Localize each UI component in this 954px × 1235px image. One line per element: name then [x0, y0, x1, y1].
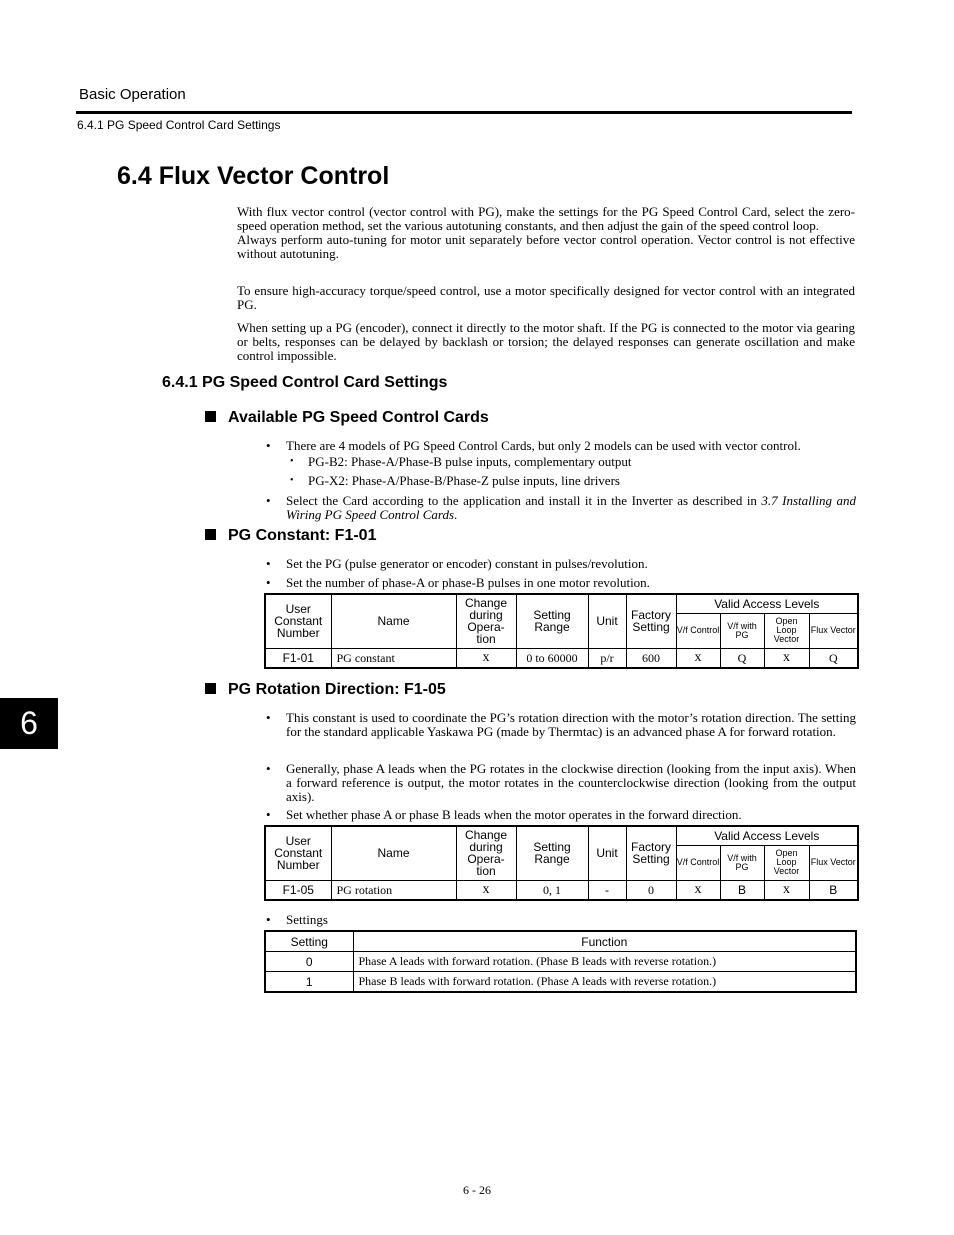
col-header-user-constant: User Constant Number	[265, 826, 331, 880]
bullet-dot-icon: •	[266, 710, 271, 725]
bullet-rotation-2	[266, 762, 856, 804]
col-header-name: Name	[331, 594, 456, 648]
bullet-dot-icon: •	[266, 912, 271, 927]
running-subheader: 6.4.1 PG Speed Control Card Settings	[77, 118, 281, 132]
bullet-pg-constant-1	[266, 557, 856, 571]
cell-olv: x	[764, 880, 809, 900]
cell-change: x	[456, 880, 516, 900]
col-header-vfpg: V/f with PG	[720, 613, 764, 648]
bullet-rotation-1	[266, 711, 856, 739]
cell-unit: p/r	[588, 648, 626, 668]
cell-factory: 600	[626, 648, 676, 668]
col-header-valid-access: Valid Access Levels	[676, 826, 858, 845]
bullet-text-post: .	[454, 507, 458, 522]
cell-vf: x	[676, 648, 720, 668]
page-title: 6.4 Flux Vector Control	[117, 162, 390, 190]
bullet-dot-icon: •	[266, 493, 271, 508]
col-header-vf: V/f Control	[676, 613, 720, 648]
col-header-vfpg: V/f with PG	[720, 845, 764, 880]
cell-factory: 0	[626, 880, 676, 900]
col-header-setting-range: Setting Range	[516, 594, 588, 648]
col-header-user-constant: User Constant Number	[265, 594, 331, 648]
col-header-change: Change during Opera- tion	[456, 594, 516, 648]
col-header-change: Change during Opera- tion	[456, 826, 516, 880]
bullet-pg-constant-2	[266, 576, 856, 590]
subheading-rotation-text: PG Rotation Direction: F1-05	[228, 681, 446, 698]
bullet-available-2	[266, 494, 856, 522]
table-row	[265, 972, 856, 993]
bullet-text: Set whether phase A or phase B leads when the motor operates in the forward direction.	[286, 807, 742, 822]
square-bullet-icon	[205, 683, 216, 694]
cell-olv: x	[764, 648, 809, 668]
page-number: 6 - 26	[463, 1183, 491, 1197]
table-row	[265, 952, 856, 972]
col-header-factory: Factory Setting	[626, 826, 676, 880]
bullet-text-pre: Select the Card according to the application and install it in the Inverter as described in	[286, 493, 762, 508]
intro-text-1b: Always perform auto-tuning for motor unit separately before vector control operation. Vector control is not effective without autotuning.	[237, 232, 855, 261]
bullet-dot-icon: •	[290, 475, 294, 486]
pg-rotation-table	[264, 825, 859, 901]
running-header: Basic Operation	[79, 86, 186, 103]
bullet-text: Set the number of phase-A or phase-B pulses in one motor revolution.	[286, 575, 650, 590]
subbullet-pgx2	[290, 474, 850, 488]
bullet-dot-icon: •	[290, 456, 294, 467]
cell-vfpg: B	[720, 880, 764, 900]
col-header-flux: Flux Vector	[809, 845, 858, 880]
subbullet-pgb2	[290, 455, 850, 469]
cell-unit: -	[588, 880, 626, 900]
bullet-dot-icon: •	[266, 575, 271, 590]
cell-flux: Q	[809, 648, 858, 668]
cell-number: F1-01	[265, 648, 331, 668]
chapter-tab: 6	[0, 698, 58, 749]
bullet-text: There are 4 models of PG Speed Control Cards, but only 2 models can be used with vector control.	[286, 438, 801, 453]
settings-table	[264, 930, 857, 993]
intro-paragraph-2: To ensure high-accuracy torque/speed control, use a motor specifically designed for vector control with an integrated PG.	[237, 283, 855, 312]
cell-function: Phase B leads with forward rotation. (Phase A leads with reverse rotation.)	[353, 972, 856, 993]
col-header-unit: Unit	[588, 594, 626, 648]
col-header-flux: Flux Vector	[809, 613, 858, 648]
cell-flux: B	[809, 880, 858, 900]
col-header-valid-access: Valid Access Levels	[676, 594, 858, 613]
bullet-dot-icon: •	[266, 438, 271, 453]
square-bullet-icon	[205, 529, 216, 540]
col-header-olv: Open Loop Vector	[764, 613, 809, 648]
subbullet-text: PG-B2: Phase-A/Phase-B pulse inputs, complementary output	[308, 454, 632, 469]
square-bullet-icon	[205, 411, 216, 422]
bullet-text: Settings	[286, 912, 328, 927]
subheading-available-text: Available PG Speed Control Cards	[228, 409, 489, 426]
section-title: 6.4.1 PG Speed Control Card Settings	[162, 374, 448, 391]
cell-name: PG constant	[331, 648, 456, 668]
settings-header-row	[265, 931, 856, 952]
cell-change: x	[456, 648, 516, 668]
intro-text-1a: With flux vector control (vector control with PG), make the settings for the PG Speed Control Card, select the zero-speed operation method, set the various autotuning constants, and then adjust the gain of the speed control loop.	[237, 204, 855, 233]
bullet-rotation-3	[266, 808, 856, 822]
bullet-available-1	[266, 439, 856, 453]
cell-function: Phase A leads with forward rotation. (Phase B leads with reverse rotation.)	[353, 952, 856, 972]
bullet-dot-icon: •	[266, 761, 271, 776]
cell-setting: 1	[265, 972, 353, 993]
table-row	[265, 648, 858, 668]
subbullet-text: PG-X2: Phase-A/Phase-B/Phase-Z pulse inputs, line drivers	[308, 473, 620, 488]
cell-range: 0 to 60000	[516, 648, 588, 668]
col-header-olv: Open Loop Vector	[764, 845, 809, 880]
cell-vf: x	[676, 880, 720, 900]
cell-name: PG rotation	[331, 880, 456, 900]
intro-paragraph-1	[237, 205, 855, 261]
cell-range: 0, 1	[516, 880, 588, 900]
col-header-name: Name	[331, 826, 456, 880]
pg-constant-table	[264, 593, 859, 669]
cross-reference: 3.7 Installing and Wiring PG Speed Control Cards	[286, 493, 856, 522]
header-rule	[76, 111, 852, 114]
col-header-function: Function	[353, 931, 856, 952]
intro-paragraph-3: When setting up a PG (encoder), connect it directly to the motor shaft. If the PG is connected to the motor via gearing or belts, responses can be delayed by backlash or torsion; the delayed responses can generate oscillation and make control impossible.	[237, 320, 855, 363]
table-row	[265, 880, 858, 900]
subheading-rotation	[205, 681, 446, 699]
col-header-setting-range: Setting Range	[516, 826, 588, 880]
cell-setting: 0	[265, 952, 353, 972]
cell-vfpg: Q	[720, 648, 764, 668]
bullet-dot-icon: •	[266, 556, 271, 571]
bullet-text: This constant is used to coordinate the PG’s rotation direction with the motor’s rotation direction. The setting for the standard applicable Yaskawa PG (made by Thermtac) is an advanced phase A for forward rotation.	[286, 710, 856, 739]
col-header-setting: Setting	[265, 931, 353, 952]
bullet-text	[286, 494, 856, 522]
subheading-pg-constant	[205, 527, 376, 545]
subheading-pg-constant-text: PG Constant: F1-01	[228, 527, 377, 544]
subheading-available-cards	[205, 409, 489, 427]
bullet-text: Set the PG (pulse generator or encoder) constant in pulses/revolution.	[286, 556, 648, 571]
col-header-factory: Factory Setting	[626, 594, 676, 648]
cell-number: F1-05	[265, 880, 331, 900]
bullet-settings	[266, 913, 856, 927]
bullet-dot-icon: •	[266, 807, 271, 822]
col-header-unit: Unit	[588, 826, 626, 880]
bullet-text: Generally, phase A leads when the PG rotates in the clockwise direction (looking from the input axis). When a forward reference is output, the motor rotates in the counterclockwise direction (looking from the output axis).	[286, 761, 856, 804]
col-header-vf: V/f Control	[676, 845, 720, 880]
